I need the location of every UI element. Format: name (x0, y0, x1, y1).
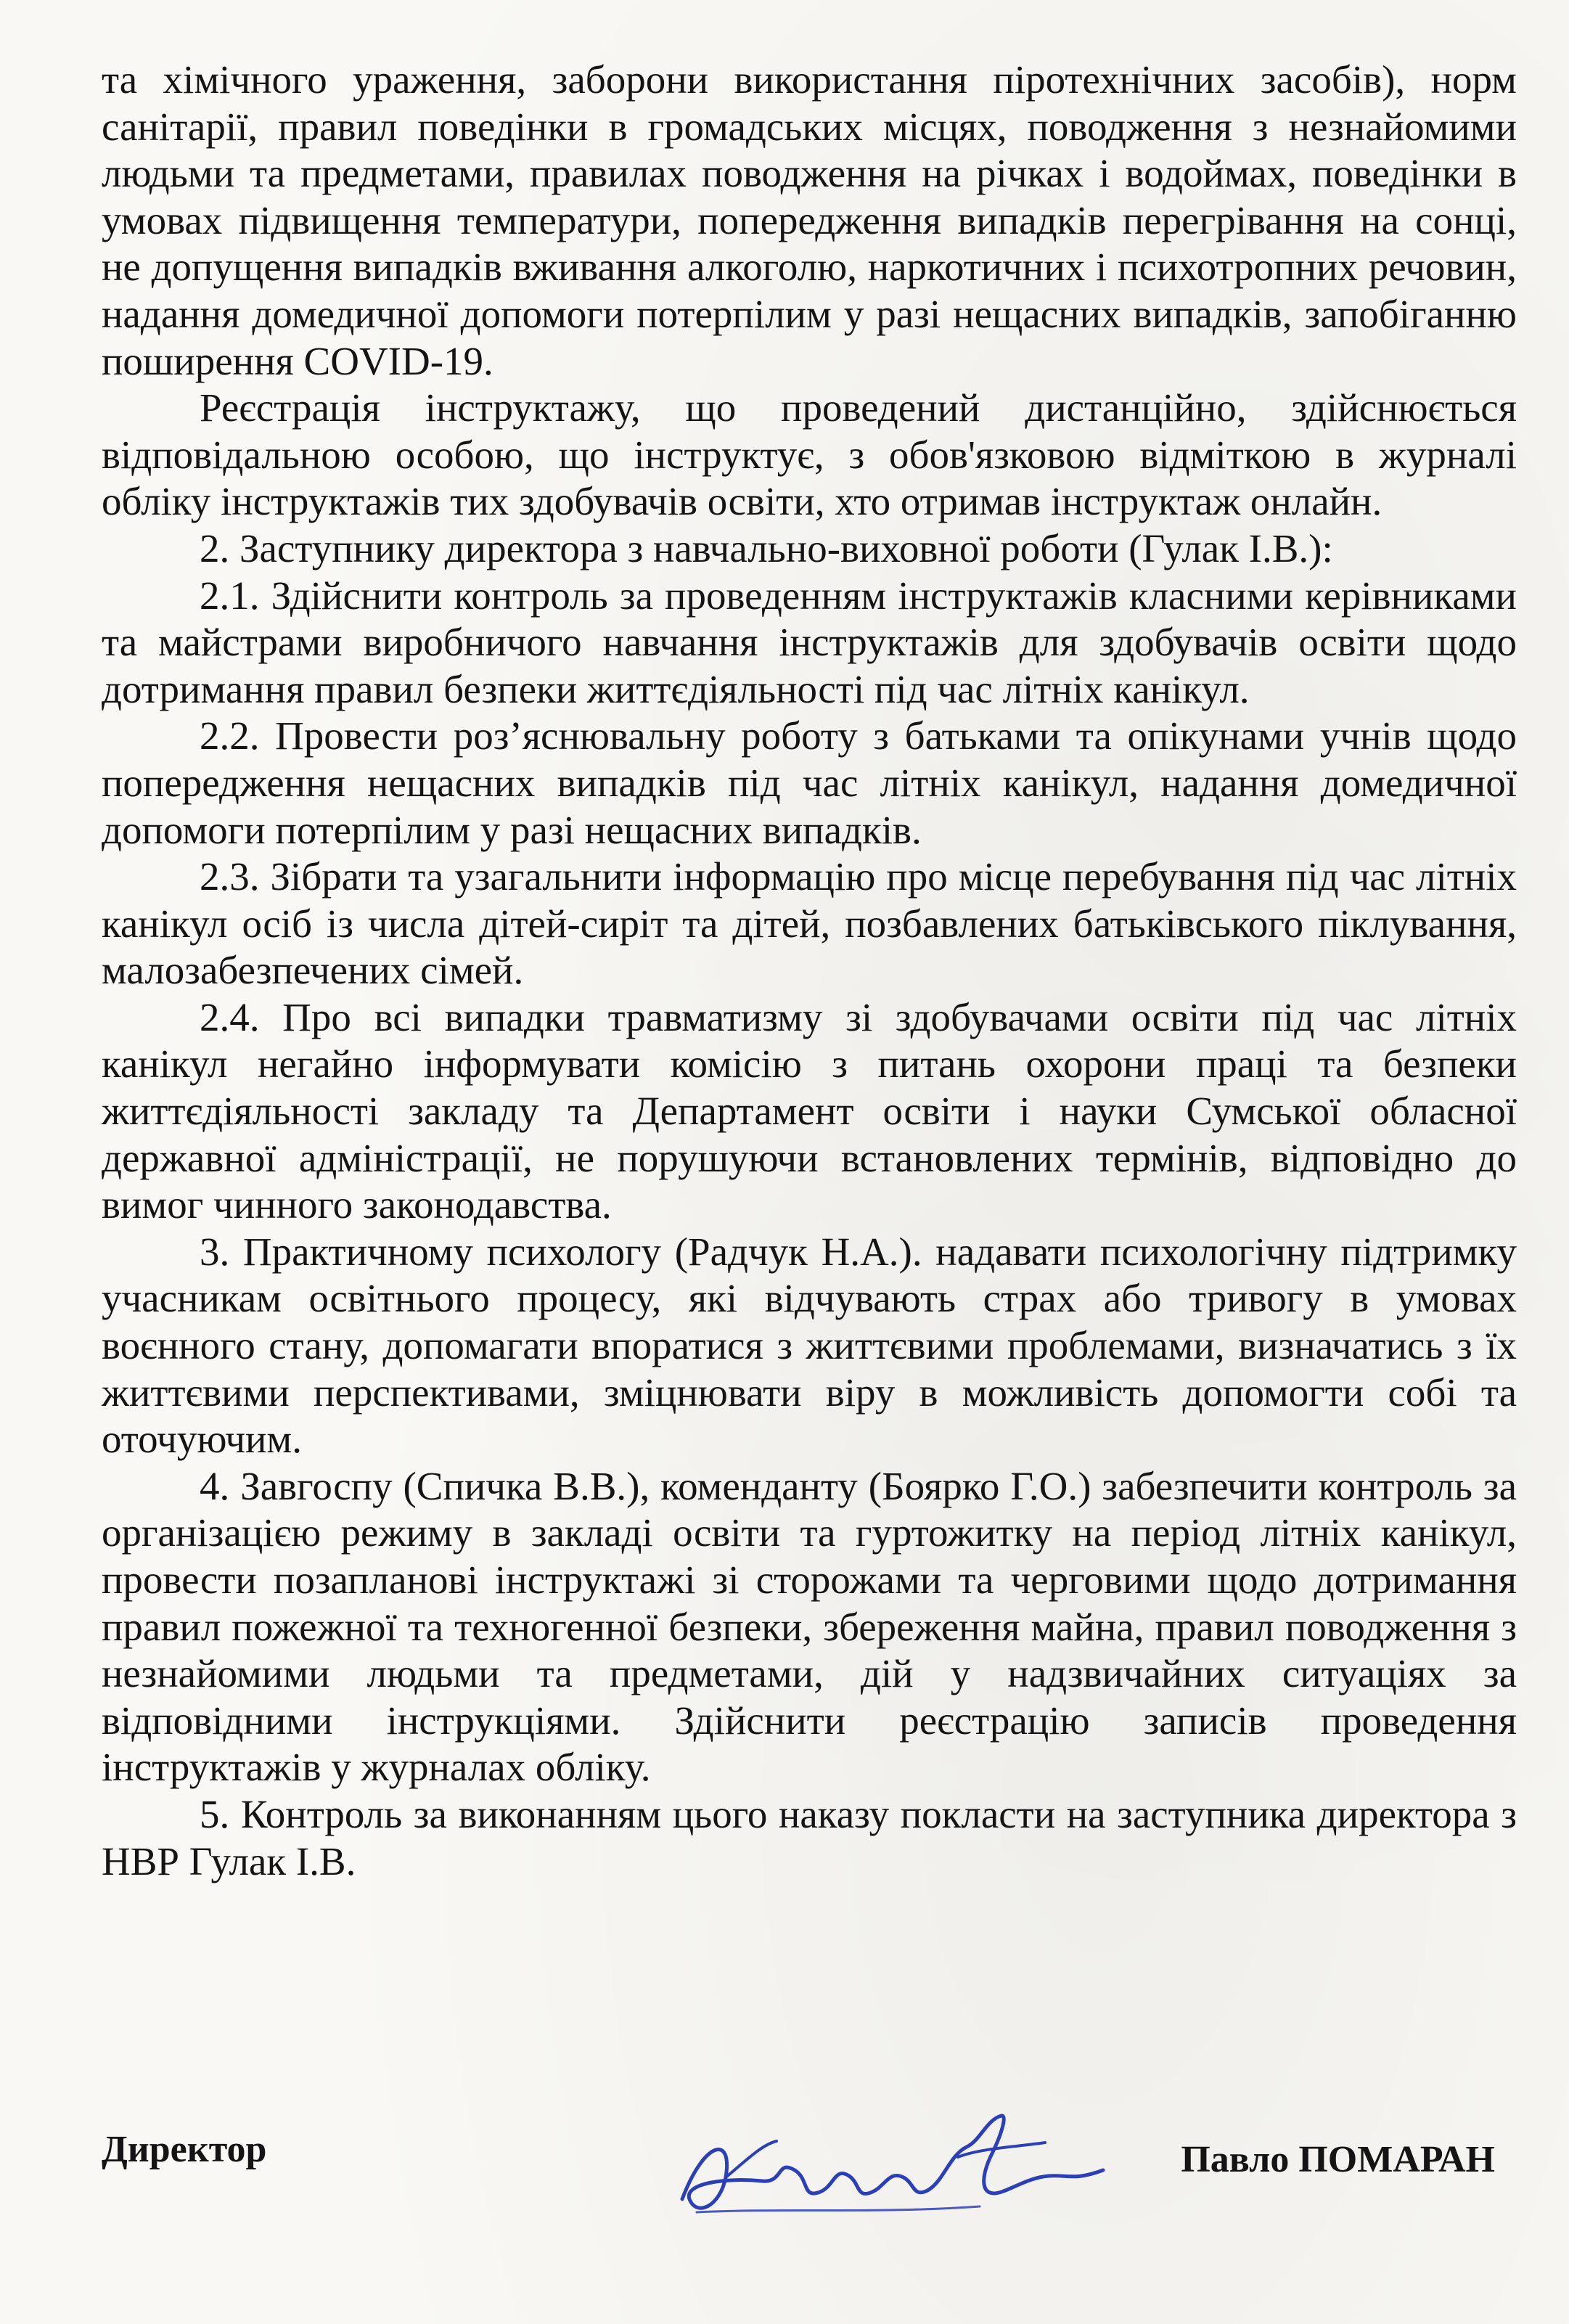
signatory-title: Директор (102, 2129, 267, 2170)
paragraph-item-3: 3. Практичному психологу (Радчук Н.А.). надавати психологічну підтримку учасникам освітнього процесу, які відчувають страх або тривогу в умовах воєнного стану, допомагати впоратися з життєвими проблемами, визначатись з їх життєвими перспективами, зміцнювати віру в можливість допомогти собі та оточуючим. (102, 1229, 1517, 1462)
handwritten-signature (639, 2090, 1132, 2235)
paragraph-continuation: та хімічного ураження, заборони використання піротехнічних засобів), норм санітарії, правил поведінки в громадських місцях, поводження з незнайомими людьми та предметами, правилах поводження на річках і водоймах, поведінки в умовах підвищення температури, попередження випадків перегрівання на сонці, не допущення випадків вживання алкоголю, наркотичних і психотропних речовин, надання домедичної допомоги потерпілим у разі нещасних випадків, запобіганню поширення COVID-19. (102, 57, 1517, 383)
signatory-name: Павло ПОМАРАН (1181, 2139, 1495, 2180)
paragraph-item-2-4: 2.4. Про всі випадки травматизму зі здобувачами освіти під час літніх канікул негайно інформувати комісію з питань охорони праці та безпеки життєдіяльності закладу та Департамент освіти і науки Сумської обласної державної адміністрації, не порушуючи встановлених термінів, відповідно до вимог чинного законодавства. (102, 994, 1517, 1227)
document-body (102, 57, 1517, 1885)
paragraph-item-2-3: 2.3. Зібрати та узагальнити інформацію про місце перебування під час літніх канікул осіб із числа дітей-сиріт та дітей, позбавлених батьківського піклування, малозабезпечених сімей. (102, 854, 1517, 993)
paragraph-item-2-1: 2.1. Здійснити контроль за проведенням інструктажів класними керівниками та майстрами виробничого навчання інструктажів для здобувачів освіти щодо дотримання правил безпеки життєдіяльності під час літніх канікул. (102, 573, 1517, 711)
paragraph-registration: Реєстрація інструктажу, що проведений дистанційно, здійснюється відповідальною особою, що інструктує, з обов'язковою відміткою в журналі обліку інструктажів тих здобувачів освіти, хто отримав інструктаж онлайн. (102, 385, 1517, 524)
paragraph-item-5: 5. Контроль за виконанням цього наказу покласти на заступника директора з НВР Гулак І.В. (102, 1791, 1517, 1883)
paragraph-item-4: 4. Завгоспу (Спичка В.В.), коменданту (Боярко Г.О.) забезпечити контроль за організацією режиму в закладі освіти та гуртожитку на період літніх канікул, провести позапланові інструктажі зі сторожами та черговими щодо дотримання правил пожежної та техногенної безпеки, збереження майна, правил поводження з незнайомими людьми та предметами, дій у надзвичайних ситуаціях за відповідними інструкціями. Здійснити реєстрацію записів проведення інструктажів у журналах обліку. (102, 1463, 1517, 1790)
paragraph-item-2: 2. Заступнику директора з навчально-виховної роботи (Гулак І.В.): (200, 525, 1333, 570)
paragraph-item-2-2: 2.2. Провести роз’яснювальну роботу з батьками та опікунами учнів щодо попередження нещасних випадків під час літніх канікул, надання домедичної допомоги потерпілим у разі нещасних випадків. (102, 713, 1517, 852)
signature-block (102, 2090, 1495, 2235)
